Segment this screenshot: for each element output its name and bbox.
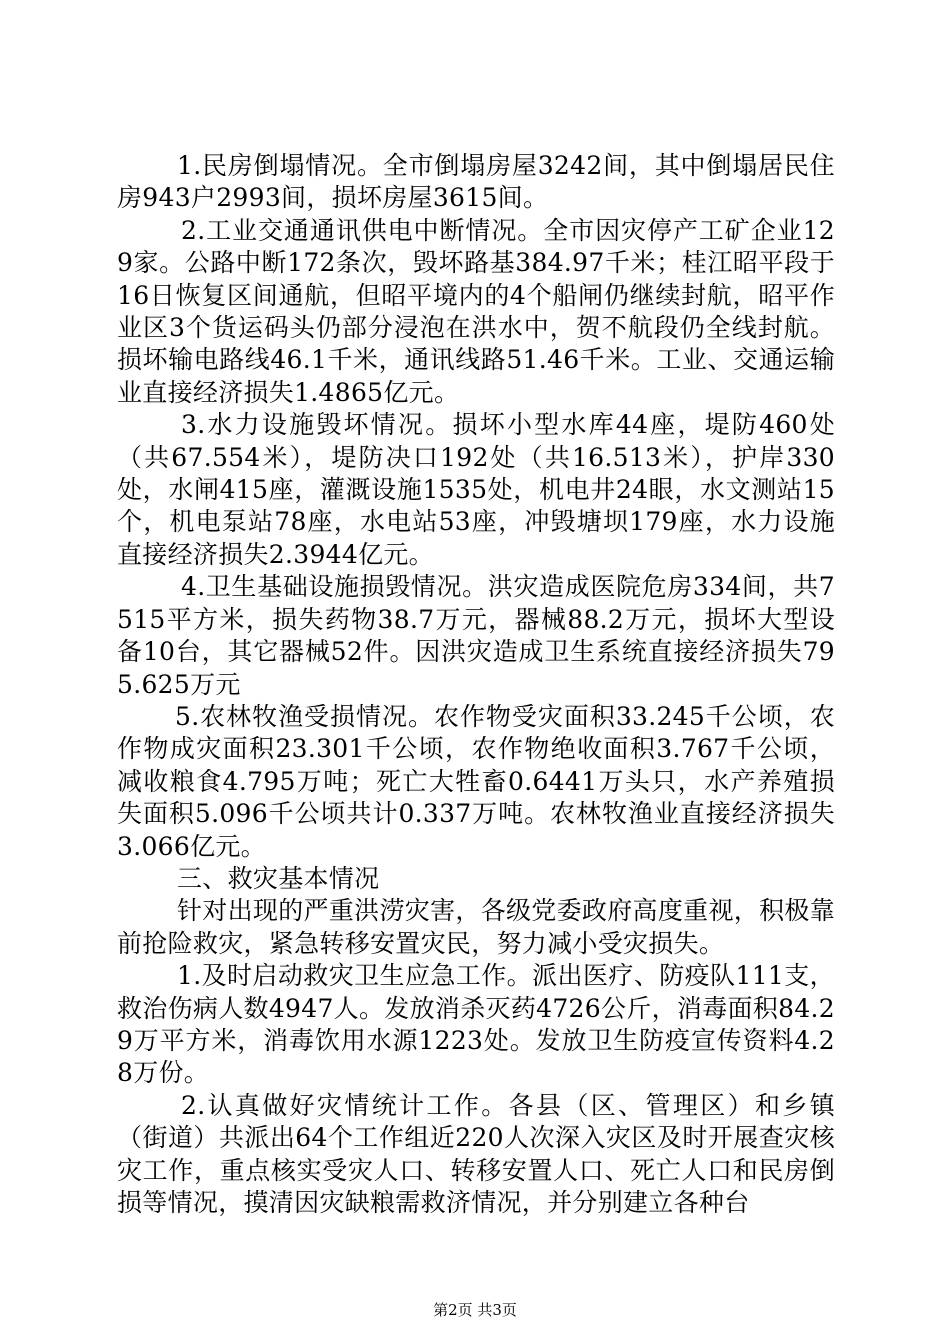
page-footer: 第2页 共3页 [433, 1301, 517, 1319]
paragraph-health-facilities: 4.卫生基础设施损毁情况。洪灾造成医院危房334间，共7515平方米，损失药物38.7万元，器械88.2万元，损坏大型设备10台，其它器械52件。因洪灾造成卫生系统直接经济损失795.625万元 [117, 572, 835, 699]
paragraph-industry-transport: 2.工业交通通讯供电中断情况。全市因灾停产工矿企业129家。公路中断172条次，毁坏路基384.97千米；桂江昭平段于16日恢复区间通航，但昭平境内的4个船闸仍继续封航，昭平作业区3个货运码头仍部分浸泡在洪水中，贺不航段仍全线封航。损坏输电路线46.1千米，通讯线路51.46千米。工业、交通运输业直接经济损失1.4865亿元。 [117, 215, 835, 407]
paragraph-water-facilities: 3.水力设施毁坏情况。损坏小型水库44座，堤防460处（共67.554米），堤防决口192处（共16.513米），护岸330处，水闸415座，灌溉设施1535处，机电井24眼，水文测站15个，机电泵站78座，水电站53座，冲毁塘坝179座，水力设施直接经济损失2.3944亿元。 [117, 410, 835, 569]
paragraph-health-emergency: 1.及时启动救灾卫生应急工作。派出医疗、防疫队111支，救治伤病人数4947人。发放消杀灭药4726公斤，消毒面积84.29万平方米，消毒饮用水源1223处。发放卫生防疫宣传资料4.28万份。 [117, 961, 835, 1088]
section-heading-relief: 三、救灾基本情况 [177, 863, 380, 893]
document-body [117, 150, 835, 1219]
paragraph-house-collapse: 1.民房倒塌情况。全市倒塌房屋3242间，其中倒塌居民住房943户2993间，损坏房屋3615间。 [117, 151, 835, 213]
paragraph-disaster-statistics: 2.认真做好灾情统计工作。各县（区、管理区）和乡镇（街道）共派出64个工作组近220人次深入灾区及时开展查灾核灾工作，重点核实受灾人口、转移安置人口、死亡人口和民房倒损等情况，摸清因灾缺粮需救济情况，并分别建立各种台 [117, 1090, 835, 1217]
paragraph-relief-intro: 针对出现的严重洪涝灾害，各级党委政府高度重视，积极靠前抢险救灾，紧急转移安置灾民，努力减小受灾损失。 [117, 896, 835, 958]
paragraph-agriculture: 5.农林牧渔受损情况。农作物受灾面积33.245千公顷，农作物成灾面积23.301千公顷，农作物绝收面积3.767千公顷，减收粮食4.795万吨；死亡大牲畜0.6441万头只，水产养殖损失面积5.096千公顷共计0.337万吨。农林牧渔业直接经济损失3.066亿元。 [117, 701, 835, 861]
